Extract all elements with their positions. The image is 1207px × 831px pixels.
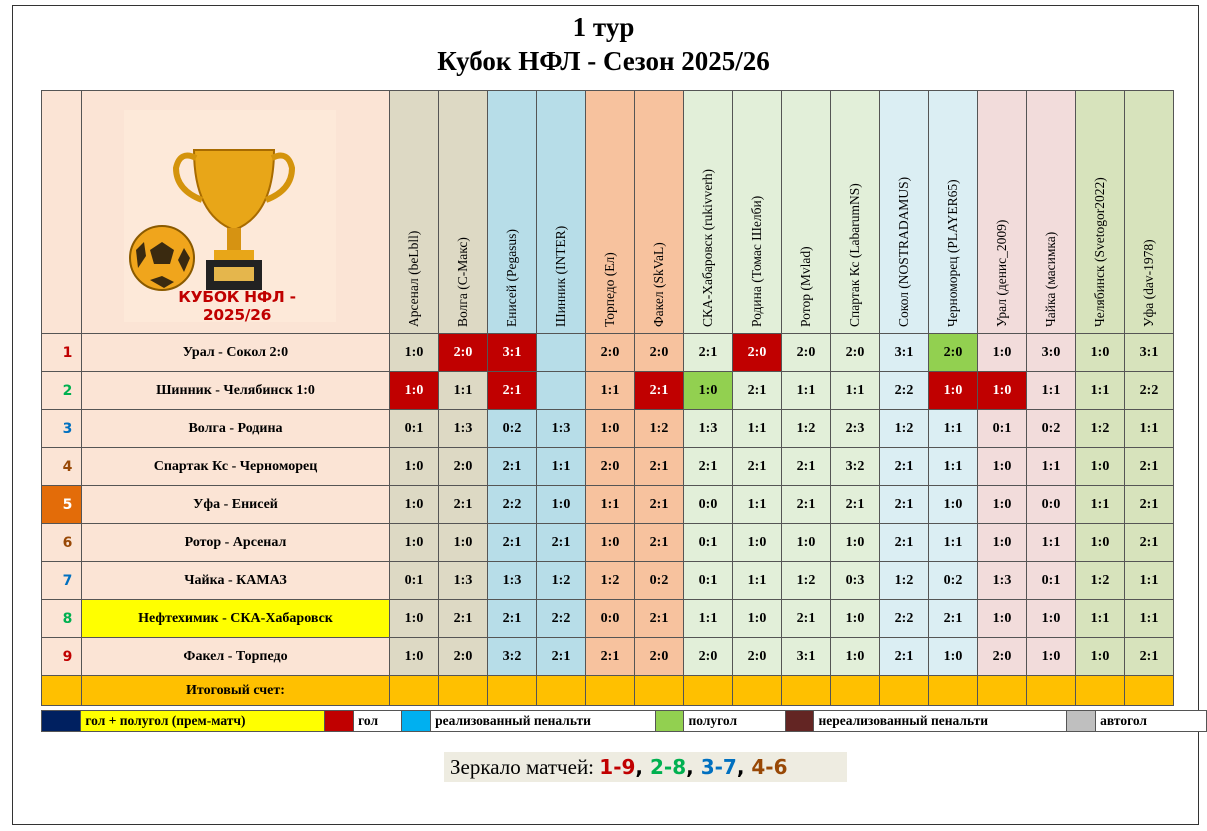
prediction-cell: 0:1 (390, 410, 439, 448)
prediction-cell: 2:0 (439, 334, 488, 372)
team-header-label: Волга (С-Макс) (455, 237, 470, 327)
prediction-cell: 1:2 (880, 562, 929, 600)
prediction-cell: 2:1 (684, 448, 733, 486)
match-label: Нефтехимик - СКА-Хабаровск (82, 600, 390, 638)
header-corner (42, 91, 82, 334)
prediction-cell: 1:1 (586, 486, 635, 524)
team-header-label: Спартак Кс (LabarumNS) (847, 183, 862, 327)
match-label: Шинник - Челябинск 1:0 (82, 372, 390, 410)
logo-text: КУБОК НФЛ - 2025/26 (178, 288, 296, 324)
team-header-label: Черноморец (PLAYER65) (945, 179, 960, 327)
prediction-cell: 3:0 (1027, 334, 1076, 372)
team-header-label: Уфа (dav-1978) (1141, 239, 1156, 327)
match-label: Спартак Кс - Черноморец (82, 448, 390, 486)
prediction-cell: 1:0 (390, 600, 439, 638)
prediction-cell: 1:0 (978, 600, 1027, 638)
prediction-cell: 1:0 (390, 334, 439, 372)
prediction-cell: 2:0 (684, 638, 733, 676)
table-row (42, 638, 1174, 676)
prediction-cell: 2:0 (733, 334, 782, 372)
total-label: Итоговый счет: (82, 676, 390, 706)
table-row (42, 524, 1174, 562)
prediction-cell: 0:1 (390, 562, 439, 600)
legend-swatch (785, 711, 814, 732)
prediction-cell: 1:3 (537, 410, 586, 448)
prediction-cell: 2:1 (1125, 448, 1174, 486)
total-cell (978, 676, 1027, 706)
prediction-cell: 1:0 (586, 410, 635, 448)
total-cell (684, 676, 733, 706)
prediction-cell: 1:1 (929, 524, 978, 562)
match-number: 2 (42, 372, 82, 410)
prediction-cell: 2:1 (439, 486, 488, 524)
prediction-cell: 2:1 (831, 486, 880, 524)
prediction-cell: 2:0 (586, 334, 635, 372)
prediction-cell: 0:2 (1027, 410, 1076, 448)
team-header (880, 91, 929, 334)
team-header-label: Арсенал (beLbll) (406, 230, 421, 327)
prediction-cell: 3:2 (831, 448, 880, 486)
prediction-cell: 0:0 (684, 486, 733, 524)
team-header-label: Факел (SkVaL) (651, 242, 666, 327)
prediction-cell: 1:0 (1076, 638, 1125, 676)
table-row (42, 486, 1174, 524)
prediction-cell: 2:1 (635, 372, 684, 410)
prediction-cell: 1:0 (390, 524, 439, 562)
match-number: 4 (42, 448, 82, 486)
round-title: 1 тур (572, 12, 635, 42)
total-cell (439, 676, 488, 706)
prediction-cell: 1:1 (1125, 410, 1174, 448)
legend-label: гол + полугол (прем-матч) (81, 711, 325, 732)
total-cell (782, 676, 831, 706)
legend-label: гол (354, 711, 402, 732)
prediction-cell: 1:3 (684, 410, 733, 448)
total-cell (929, 676, 978, 706)
prediction-cell: 1:0 (831, 600, 880, 638)
prediction-cell: 1:3 (978, 562, 1027, 600)
team-header (488, 91, 537, 334)
match-number: 5 (42, 486, 82, 524)
table-row (42, 448, 1174, 486)
team-header (586, 91, 635, 334)
prediction-cell: 2:1 (488, 524, 537, 562)
team-header (684, 91, 733, 334)
prediction-cell: 1:0 (439, 524, 488, 562)
match-number: 8 (42, 600, 82, 638)
total-cell (1076, 676, 1125, 706)
prediction-cell: 1:1 (1125, 562, 1174, 600)
prediction-cell: 2:1 (488, 448, 537, 486)
legend-label: реализованный пенальти (431, 711, 656, 732)
mirror-note (444, 752, 847, 782)
prediction-cell: 2:1 (733, 372, 782, 410)
team-header (978, 91, 1027, 334)
team-header (635, 91, 684, 334)
prediction-cell: 2:1 (880, 524, 929, 562)
prediction-cell: 2:1 (1125, 524, 1174, 562)
prediction-cell: 1:0 (978, 334, 1027, 372)
mirror-separator: , (635, 755, 650, 779)
prediction-cell: 3:1 (880, 334, 929, 372)
prediction-cell: 2:1 (635, 600, 684, 638)
match-number: 3 (42, 410, 82, 448)
prediction-cell: 1:1 (831, 372, 880, 410)
prediction-cell: 1:1 (684, 600, 733, 638)
legend (41, 710, 1207, 732)
prediction-cell: 0:0 (586, 600, 635, 638)
prediction-cell: 2:2 (537, 600, 586, 638)
prediction-cell: 1:1 (782, 372, 831, 410)
mirror-pair: 2-8 (649, 755, 687, 779)
prediction-cell: 1:2 (880, 410, 929, 448)
prediction-cell: 2:1 (635, 486, 684, 524)
table-row (42, 334, 1174, 372)
prediction-cell: 0:1 (684, 562, 733, 600)
team-header-label: Ротор (Mvlad) (798, 246, 813, 327)
team-header (537, 91, 586, 334)
prediction-cell: 0:2 (929, 562, 978, 600)
prediction-cell: 0:2 (635, 562, 684, 600)
prediction-cell: 1:0 (929, 638, 978, 676)
legend-swatch (655, 711, 684, 732)
match-number: 9 (42, 638, 82, 676)
prediction-cell: 2:2 (1125, 372, 1174, 410)
prediction-cell: 2:1 (635, 524, 684, 562)
prediction-cell: 1:0 (586, 524, 635, 562)
prediction-cell: 1:0 (978, 486, 1027, 524)
prediction-cell: 1:2 (1076, 562, 1125, 600)
legend-swatch (402, 711, 431, 732)
team-header (1027, 91, 1076, 334)
total-cell (537, 676, 586, 706)
prediction-cell: 2:0 (439, 448, 488, 486)
cup-logo (84, 110, 337, 322)
team-header-label: Шинник (INTER) (553, 225, 568, 327)
prediction-cell: 1:1 (537, 448, 586, 486)
team-header-label: Чайка (масимка) (1043, 231, 1058, 327)
total-row (42, 676, 1174, 706)
prediction-cell (537, 334, 586, 372)
prediction-cell: 1:0 (929, 486, 978, 524)
prediction-cell: 1:0 (684, 372, 733, 410)
prediction-cell: 0:1 (1027, 562, 1076, 600)
prediction-cell: 3:1 (782, 638, 831, 676)
prediction-cell: 1:2 (782, 410, 831, 448)
legend-label: автогол (1096, 711, 1207, 732)
legend-swatch (325, 711, 354, 732)
legend-swatch (1067, 711, 1096, 732)
team-header (831, 91, 880, 334)
prediction-cell: 1:0 (1076, 524, 1125, 562)
prediction-cell: 1:1 (733, 562, 782, 600)
prediction-cell: 2:2 (488, 486, 537, 524)
prediction-cell: 1:3 (439, 562, 488, 600)
prediction-cell: 0:2 (488, 410, 537, 448)
legend-label: полугол (684, 711, 785, 732)
team-header-label: Сокол (NOSTRADAMUS) (896, 176, 911, 327)
mirror-pair: 3-7 (700, 755, 737, 779)
prediction-cell: 1:2 (782, 562, 831, 600)
table-row (42, 562, 1174, 600)
prediction-cell: 1:1 (733, 410, 782, 448)
prediction-cell: 2:0 (733, 638, 782, 676)
team-header (439, 91, 488, 334)
prediction-cell: 2:1 (880, 638, 929, 676)
mirror-pair: 1-9 (599, 755, 636, 779)
prediction-cell: 1:1 (439, 372, 488, 410)
prediction-cell: 2:1 (1125, 638, 1174, 676)
prediction-cell: 2:1 (537, 524, 586, 562)
prediction-cell: 2:1 (880, 486, 929, 524)
prediction-cell: 0:1 (684, 524, 733, 562)
team-header (1076, 91, 1125, 334)
prediction-cell: 3:2 (488, 638, 537, 676)
match-number: 6 (42, 524, 82, 562)
prediction-cell: 1:1 (1076, 372, 1125, 410)
total-cell (880, 676, 929, 706)
table-row (42, 410, 1174, 448)
prediction-cell: 1:2 (586, 562, 635, 600)
prediction-cell: 1:1 (586, 372, 635, 410)
prediction-cell: 2:1 (488, 372, 537, 410)
prediction-cell: 1:0 (390, 486, 439, 524)
prediction-cell: 1:1 (1076, 600, 1125, 638)
mirror-separator: , (686, 755, 701, 779)
prediction-cell: 1:0 (831, 524, 880, 562)
prediction-cell: 1:3 (488, 562, 537, 600)
match-label: Урал - Сокол 2:0 (82, 334, 390, 372)
prediction-cell: 2:0 (635, 638, 684, 676)
team-header-label: Урал (денис_2009) (994, 219, 1009, 327)
prediction-cell: 2:1 (733, 448, 782, 486)
team-header-label: Енисей (Pegasus) (504, 229, 519, 327)
table-row (42, 372, 1174, 410)
match-label: Факел - Торпедо (82, 638, 390, 676)
prediction-cell: 1:0 (390, 638, 439, 676)
prediction-cell: 2:0 (831, 334, 880, 372)
prediction-cell: 1:0 (1027, 600, 1076, 638)
prediction-cell: 1:1 (733, 486, 782, 524)
prediction-cell: 1:2 (635, 410, 684, 448)
prediction-cell: 2:1 (635, 448, 684, 486)
prediction-cell: 2:1 (586, 638, 635, 676)
total-cell (831, 676, 880, 706)
match-label: Уфа - Енисей (82, 486, 390, 524)
prediction-cell: 1:0 (390, 372, 439, 410)
prediction-cell: 2:0 (978, 638, 1027, 676)
team-header-label: СКА-Хабаровск (rukivverh) (700, 168, 715, 327)
team-header-label: Торпедо (Ел) (602, 252, 617, 327)
prediction-cell: 0:1 (978, 410, 1027, 448)
prediction-cell: 1:0 (537, 486, 586, 524)
total-cell (390, 676, 439, 706)
legend-label: нереализованный пенальти (814, 711, 1067, 732)
team-header (782, 91, 831, 334)
prediction-cell: 1:1 (1027, 448, 1076, 486)
prediction-cell: 2:1 (782, 448, 831, 486)
prediction-cell: 2:3 (831, 410, 880, 448)
prediction-cell: 1:0 (733, 600, 782, 638)
prediction-cell: 0:0 (1027, 486, 1076, 524)
prediction-cell: 2:1 (684, 334, 733, 372)
total-cell (635, 676, 684, 706)
team-header (390, 91, 439, 334)
prediction-cell: 1:0 (978, 448, 1027, 486)
total-cell (1027, 676, 1076, 706)
prediction-cell: 1:1 (929, 410, 978, 448)
prediction-cell: 1:1 (1027, 524, 1076, 562)
prediction-cell: 2:0 (929, 334, 978, 372)
prediction-cell: 2:0 (586, 448, 635, 486)
prediction-cell: 1:0 (831, 638, 880, 676)
mirror-separator: , (736, 755, 752, 779)
prediction-cell: 2:1 (537, 638, 586, 676)
prediction-cell: 2:1 (488, 600, 537, 638)
prediction-cell: 1:0 (1076, 334, 1125, 372)
prediction-cell: 2:0 (439, 638, 488, 676)
prediction-cell: 2:1 (880, 448, 929, 486)
prediction-cell: 2:2 (880, 600, 929, 638)
cup-title: Кубок НФЛ - Сезон 2025/26 (437, 46, 770, 76)
prediction-cell: 1:0 (1027, 638, 1076, 676)
prediction-cell: 1:0 (978, 524, 1027, 562)
prediction-cell: 2:1 (1125, 486, 1174, 524)
prediction-cell: 2:0 (635, 334, 684, 372)
prediction-cell: 3:1 (1125, 334, 1174, 372)
total-corner (42, 676, 82, 706)
team-header-label: Родина (Томас Шелби) (749, 195, 764, 327)
prediction-cell: 1:0 (390, 448, 439, 486)
prediction-cell: 1:0 (929, 372, 978, 410)
total-cell (1125, 676, 1174, 706)
prediction-cell: 2:1 (929, 600, 978, 638)
team-header (929, 91, 978, 334)
team-header-label: Челябинск (Svetogor2022) (1092, 177, 1107, 327)
team-header (733, 91, 782, 334)
match-label: Волга - Родина (82, 410, 390, 448)
prediction-cell: 1:3 (439, 410, 488, 448)
match-label: Чайка - КАМАЗ (82, 562, 390, 600)
total-cell (488, 676, 537, 706)
match-number: 7 (42, 562, 82, 600)
prediction-cell: 2:1 (782, 600, 831, 638)
prediction-cell: 2:1 (439, 600, 488, 638)
total-cell (586, 676, 635, 706)
prediction-cell (537, 372, 586, 410)
prediction-cell: 2:2 (880, 372, 929, 410)
prediction-cell: 1:1 (1125, 600, 1174, 638)
match-label: Ротор - Арсенал (82, 524, 390, 562)
prediction-cell: 1:0 (782, 524, 831, 562)
mirror-label: Зеркало матчей: (450, 755, 600, 779)
prediction-cell: 1:1 (1027, 372, 1076, 410)
table-row (42, 600, 1174, 638)
team-header (1125, 91, 1174, 334)
prediction-cell: 0:3 (831, 562, 880, 600)
legend-swatch (42, 711, 81, 732)
prediction-cell: 1:1 (929, 448, 978, 486)
prediction-cell: 1:2 (537, 562, 586, 600)
prediction-cell: 1:2 (1076, 410, 1125, 448)
mirror-pair: 4-6 (751, 755, 788, 779)
prediction-cell: 1:0 (1076, 448, 1125, 486)
prediction-cell: 1:0 (978, 372, 1027, 410)
prediction-cell: 1:0 (733, 524, 782, 562)
prediction-cell: 1:1 (1076, 486, 1125, 524)
prediction-cell: 2:1 (782, 486, 831, 524)
prediction-cell: 3:1 (488, 334, 537, 372)
match-number: 1 (42, 334, 82, 372)
total-cell (733, 676, 782, 706)
prediction-cell: 2:0 (782, 334, 831, 372)
